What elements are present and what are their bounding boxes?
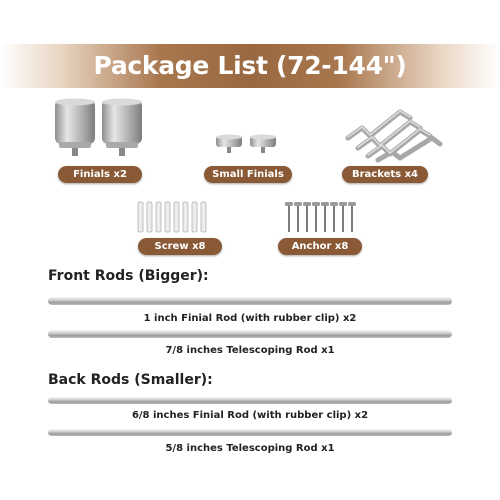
small-finial-image (214, 134, 284, 156)
front-telescoping-rod-label: 7/8 inches Telescoping Rod x1 (165, 345, 335, 356)
anchor-image (284, 200, 364, 236)
page-title: Package List (72-144") (93, 51, 407, 80)
screw-image (136, 200, 216, 236)
brackets-label: Brackets x4 (342, 166, 428, 183)
screw-label: Screw x8 (138, 238, 222, 255)
brackets-image (340, 98, 450, 162)
back-finial-rod (48, 397, 452, 404)
front-finial-rod (48, 297, 452, 305)
front-telescoping-rod (48, 330, 452, 338)
small-finials-label: Small Finials x2 (204, 166, 292, 183)
title-banner (0, 44, 500, 88)
front-rods-heading: Front Rods (Bigger): (48, 268, 209, 284)
back-telescoping-rod-label: 5/8 inches Telescoping Rod x1 (165, 443, 335, 454)
anchor-label: Anchor x8 (278, 238, 362, 255)
back-rods-heading: Back Rods (Smaller): (48, 372, 213, 388)
finial-image (52, 98, 152, 160)
back-telescoping-rod (48, 429, 452, 436)
finials-label: Finials x2 (58, 166, 142, 183)
front-finial-rod-label: 1 inch Finial Rod (with rubber clip) x2 (143, 313, 357, 324)
back-finial-rod-label: 6/8 inches Finial Rod (with rubber clip) x2 (131, 410, 369, 421)
